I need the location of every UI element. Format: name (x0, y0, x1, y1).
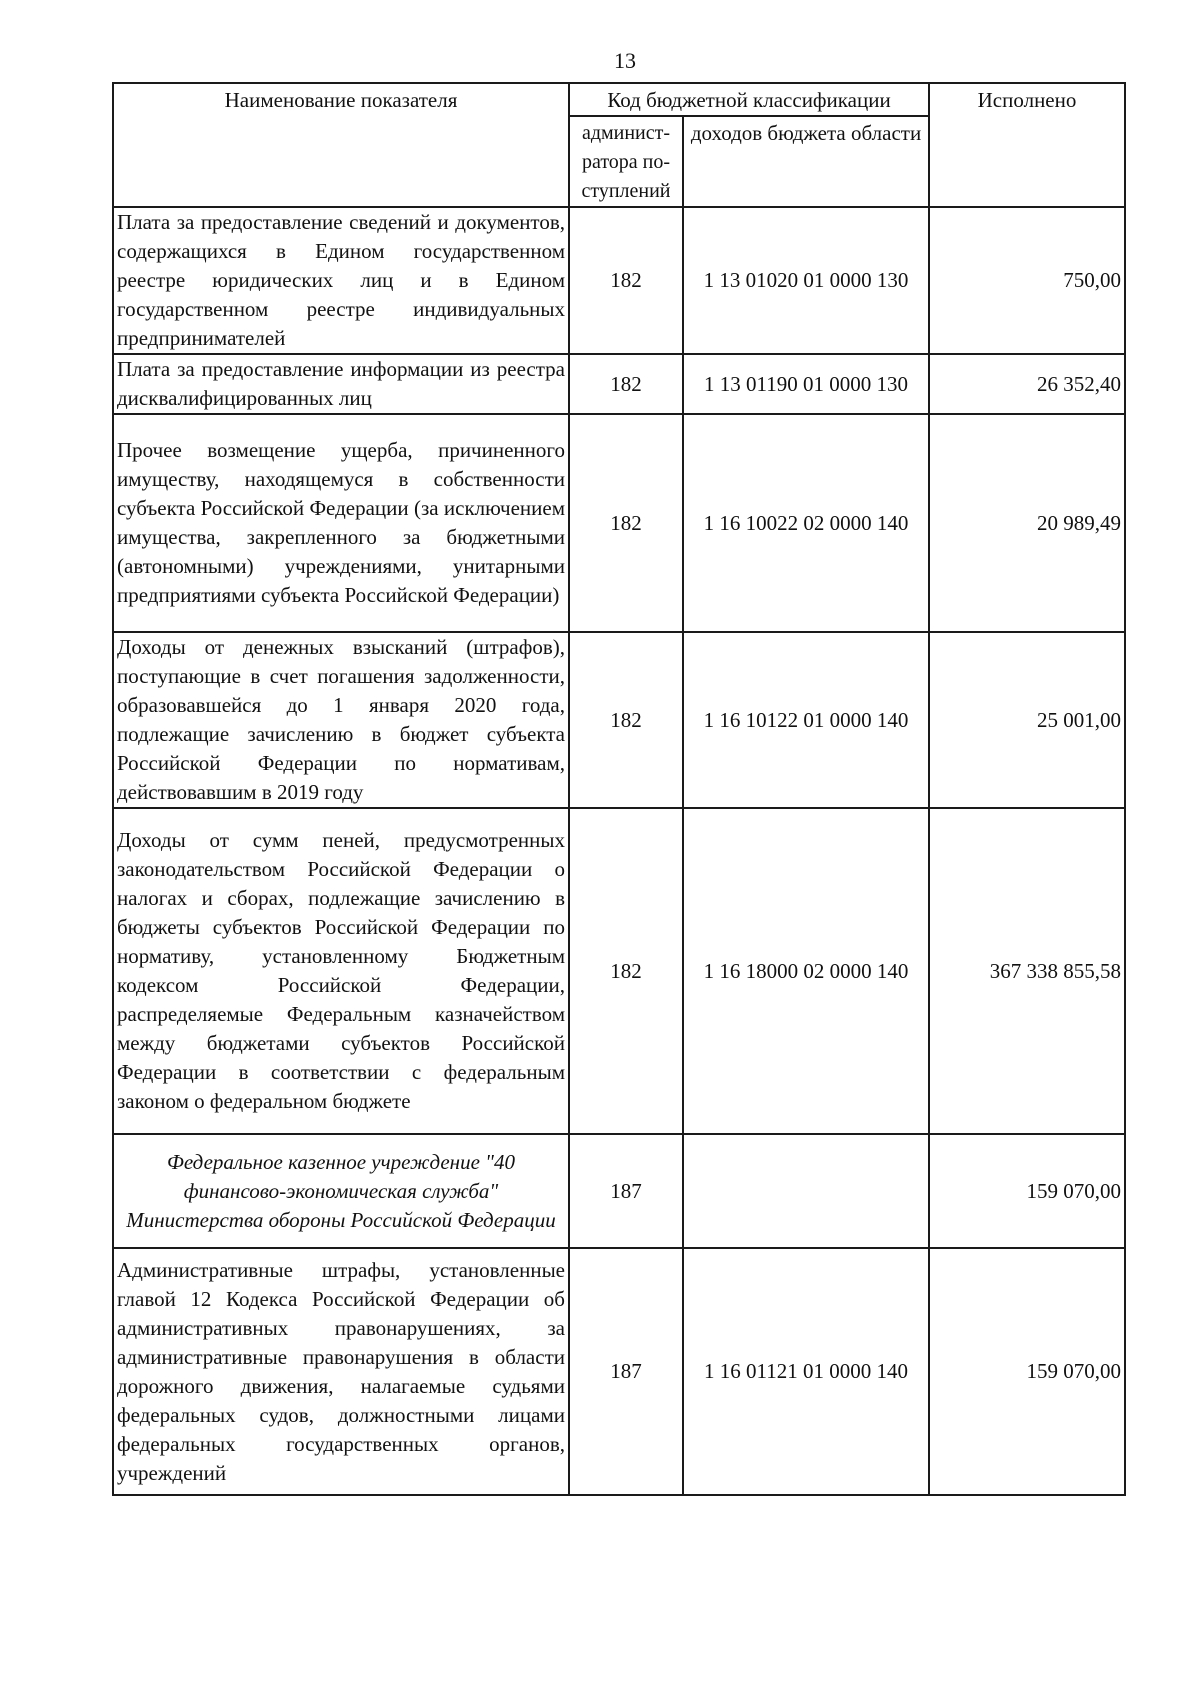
table-row (113, 354, 1125, 414)
row-name: Плата за предоставление информации из реестра дисквалифицированных лиц (113, 354, 569, 414)
row-admin-code: 182 (569, 207, 683, 354)
row-name: Прочее возмещение ущерба, причиненного имуществу, находящемуся в собственности субъекта Российской Федерации (за исключением имущества, закрепленного за бюджетными (автономными) учреждениями, унитарными предприятиями субъекта Российской Федерации) (113, 414, 569, 632)
row-income-code: 1 16 18000 02 0000 140 (683, 808, 929, 1134)
row-admin-code: 187 (569, 1248, 683, 1495)
header-executed: Исполнено (929, 83, 1125, 207)
header-classification: Код бюджетной классификации (569, 83, 929, 116)
row-admin-code: 182 (569, 632, 683, 808)
table-row (113, 808, 1125, 1134)
row-income-code (683, 1134, 929, 1248)
table-row-organization (113, 1134, 1125, 1248)
budget-table (112, 82, 1126, 1496)
organization-name: Федеральное казенное учреждение "40 финансово-экономическая служба" Министерства обороны Российской Федерации (113, 1134, 569, 1248)
header-income-code: доходов бюджета области (683, 116, 929, 207)
row-admin-code: 182 (569, 414, 683, 632)
row-amount: 25 001,00 (929, 632, 1125, 808)
row-name: Административные штрафы, установленные главой 12 Кодекса Российской Федерации об административных правонарушениях, за административные правонарушения в области дорожного движения, налагаемые судьями федеральных судов, должностными лицами федеральных государственных органов, учреждений (113, 1248, 569, 1495)
row-amount: 20 989,49 (929, 414, 1125, 632)
row-income-code: 1 16 10022 02 0000 140 (683, 414, 929, 632)
row-amount: 26 352,40 (929, 354, 1125, 414)
page-number: 13 (614, 48, 636, 73)
row-name: Плата за предоставление сведений и документов, содержащихся в Едином государственном реестре юридических лиц и в Едином государственном реестре индивидуальных предпринимателей (113, 207, 569, 354)
table-row (113, 1248, 1125, 1495)
row-admin-code: 182 (569, 808, 683, 1134)
row-admin-code: 182 (569, 354, 683, 414)
row-amount: 750,00 (929, 207, 1125, 354)
row-name: Доходы от денежных взысканий (штрафов), поступающие в счет погашения задолженности, образовавшейся до 1 января 2020 года, подлежащие зачислению в бюджет субъекта Российской Федерации по нормативам, действовавшим в 2019 году (113, 632, 569, 808)
row-income-code: 1 16 10122 01 0000 140 (683, 632, 929, 808)
header-name: Наименование показателя (113, 83, 569, 207)
row-name: Доходы от сумм пеней, предусмотренных законодательством Российской Федерации о налогах и сборах, подлежащие зачислению в бюджеты субъектов Российской Федерации по нормативу, установленному Бюджетным кодексом Российской Федерации, распределяемые Федеральным казначейством между бюджетами субъектов Российской Федерации в соответствии с федеральным законом о федеральном бюджете (113, 808, 569, 1134)
table-row (113, 207, 1125, 354)
header-administrator: админист-ратора по-ступлений (569, 116, 683, 207)
table-row (113, 414, 1125, 632)
row-income-code: 1 13 01190 01 0000 130 (683, 354, 929, 414)
row-amount: 367 338 855,58 (929, 808, 1125, 1134)
row-admin-code: 187 (569, 1134, 683, 1248)
row-income-code: 1 16 01121 01 0000 140 (683, 1248, 929, 1495)
row-amount: 159 070,00 (929, 1134, 1125, 1248)
table-row (113, 632, 1125, 808)
row-amount: 159 070,00 (929, 1248, 1125, 1495)
row-income-code: 1 13 01020 01 0000 130 (683, 207, 929, 354)
